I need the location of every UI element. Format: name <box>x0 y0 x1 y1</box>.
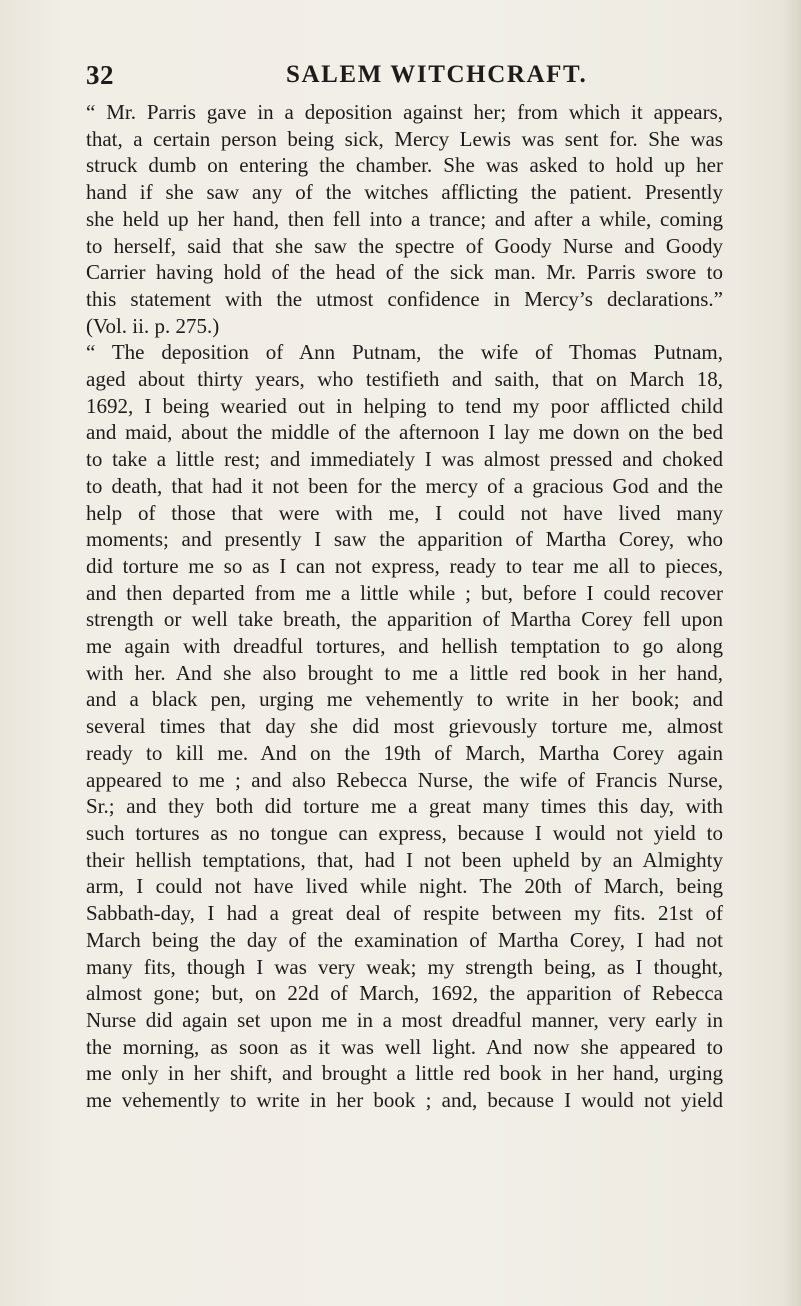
text-line: this statement with the utmost confidence in Mercy’s declarations.” <box>86 286 723 311</box>
page-number: 32 <box>86 60 114 90</box>
text-line: hand if she saw any of the witches afflicting the patient. Presently <box>86 180 723 205</box>
text-line: ready to kill me. And on the 19th of March, Martha Corey again <box>86 740 723 765</box>
text-line: their hellish temptations, that, had I not been upheld by an Almighty <box>86 847 723 872</box>
text-line: almost gone; but, on 22d of March, 1692, the apparition of Rebecca <box>86 981 723 1006</box>
text-line: aged about thirty years, who testifieth and saith, that on March 18, <box>86 367 723 392</box>
text-line: she held up her hand, then fell into a trance; and after a while, coming <box>86 206 723 231</box>
text-line: with her. And she also brought to me a little red book in her hand, <box>86 660 723 685</box>
text-line: (Vol. ii. p. 275.) <box>86 313 220 338</box>
text-line: to death, that had it not been for the mercy of a gracious God and the <box>86 473 723 498</box>
text-line: Nurse did again set upon me in a most dreadful manner, very early in <box>86 1007 723 1032</box>
body-text <box>86 99 723 1114</box>
text-line: strength or well take breath, the apparition of Martha Corey fell upon <box>86 607 723 632</box>
text-line: such tortures as no tongue can express, because I would not yield to <box>86 820 723 845</box>
text-line: me vehemently to write in her book ; and, because I would not yield <box>86 1088 723 1113</box>
text-line: and then departed from me a little while ; but, before I could recover <box>86 580 723 605</box>
text-line: Sabbath-day, I had a great deal of respite between my fits. 21st of <box>86 901 723 926</box>
page-edge-shadow <box>783 0 801 1306</box>
text-line: Carrier having hold of the head of the sick man. Mr. Parris swore to <box>86 260 723 285</box>
text-line: many fits, though I was very weak; my strength being, as I thought, <box>86 954 723 979</box>
text-line: the morning, as soon as it was well light. And now she appeared to <box>86 1034 723 1059</box>
page-header <box>86 60 726 90</box>
text-line: “ The deposition of Ann Putnam, the wife of Thomas Putnam, <box>86 340 723 365</box>
text-line: that, a certain person being sick, Mercy Lewis was sent for. She was <box>86 126 723 151</box>
text-line: and a black pen, urging me vehemently to write in her book; and <box>86 687 723 712</box>
text-line: “ Mr. Parris gave in a deposition against her; from which it appears, <box>86 100 723 124</box>
text-line: me again with dreadful tortures, and hellish temptation to go along <box>86 634 723 659</box>
text-line: struck dumb on entering the chamber. She was asked to hold up her <box>86 153 723 178</box>
text-line: me only in her shift, and brought a little red book in her hand, urging <box>86 1061 723 1086</box>
text-line: and maid, about the middle of the afternoon I lay me down on the bed <box>86 420 723 445</box>
text-line: to herself, said that she saw the spectre of Goody Nurse and Goody <box>86 233 723 258</box>
text-line: 1692, I being wearied out in helping to tend my poor afflicted child <box>86 393 723 418</box>
text-line: several times that day she did most grievously torture me, almost <box>86 714 723 739</box>
text-line: help of those that were with me, I could not have lived many <box>86 500 723 525</box>
text-line: Sr.; and they both did torture me a great many times this day, with <box>86 794 723 819</box>
text-line: moments; and presently I saw the apparition of Martha Corey, who <box>86 527 723 552</box>
text-line: arm, I could not have lived while night. The 20th of March, being <box>86 874 723 899</box>
running-head: SALEM WITCHCRAFT. <box>286 61 588 88</box>
text-line: appeared to me ; and also Rebecca Nurse, the wife of Francis Nurse, <box>86 767 723 792</box>
text-line: March being the day of the examination of Martha Corey, I had not <box>86 927 723 952</box>
text-line: did torture me so as I can not express, ready to tear me all to pieces, <box>86 553 723 578</box>
text-line: to take a little rest; and immediately I was almost pressed and choked <box>86 447 723 472</box>
